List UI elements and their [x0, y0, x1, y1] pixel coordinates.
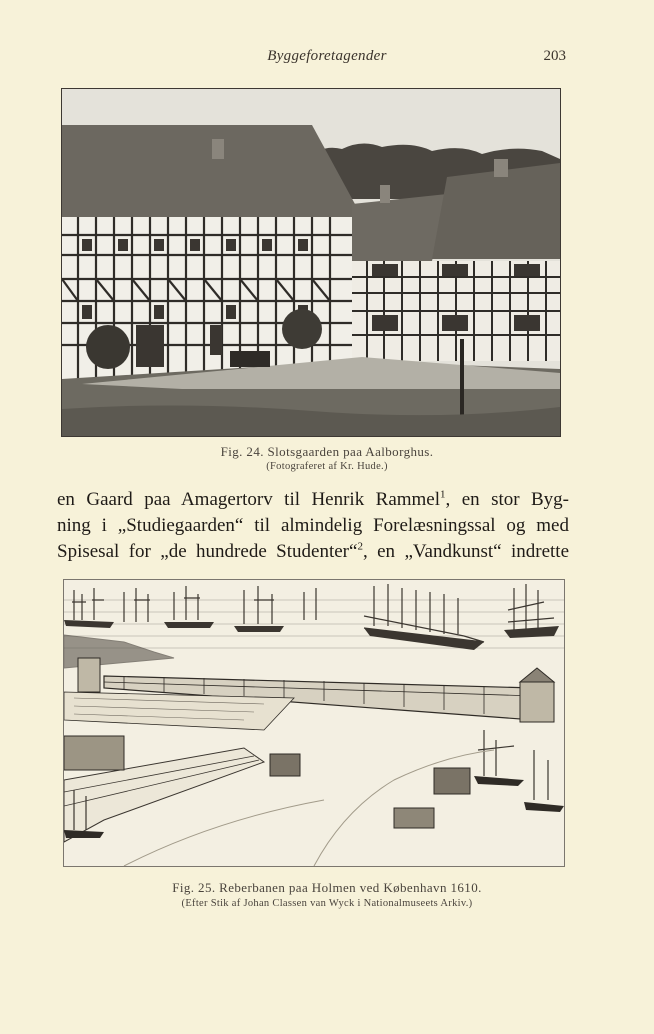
- figure-24-caption: Fig. 24. Slotsgaarden paa Aalborghus.: [220, 444, 434, 459]
- running-head: [0, 48, 654, 68]
- figure-25-caption: Fig. 25. Reberbanen paa Holmen ved København 1610.: [172, 880, 482, 895]
- footnote-marker-1[interactable]: 1: [440, 488, 446, 501]
- page-number: 203: [543, 48, 566, 64]
- figure-25-engraving: [63, 579, 565, 867]
- figure-24-photograph: [61, 88, 561, 437]
- body-line-3: Spisesal for „de hundrede Studenter“$^2$, en „Vandkunst“ indrette: [57, 540, 569, 562]
- courtyard-photo-illustration: [62, 89, 560, 436]
- figure-25-credit: (Efter Stik af Johan Classen van Wyck i Nationalmuseets Arkiv.): [181, 898, 473, 909]
- body-line-2: ning i „Studiegaarden“ til almindelig Forelæsningssal og med: [57, 515, 569, 536]
- footnote-marker-2[interactable]: 2: [357, 540, 363, 553]
- body-line-1: en Gaard paa Amagertorv til Henrik Rammel$^1$, en stor Byg-: [57, 488, 570, 510]
- body-paragraph: [57, 487, 569, 565]
- running-title: Byggeforetagender: [267, 48, 387, 64]
- ropewalk-engraving-illustration: [64, 580, 564, 866]
- figure-24-credit: (Fotograferet af Kr. Hude.): [266, 461, 388, 472]
